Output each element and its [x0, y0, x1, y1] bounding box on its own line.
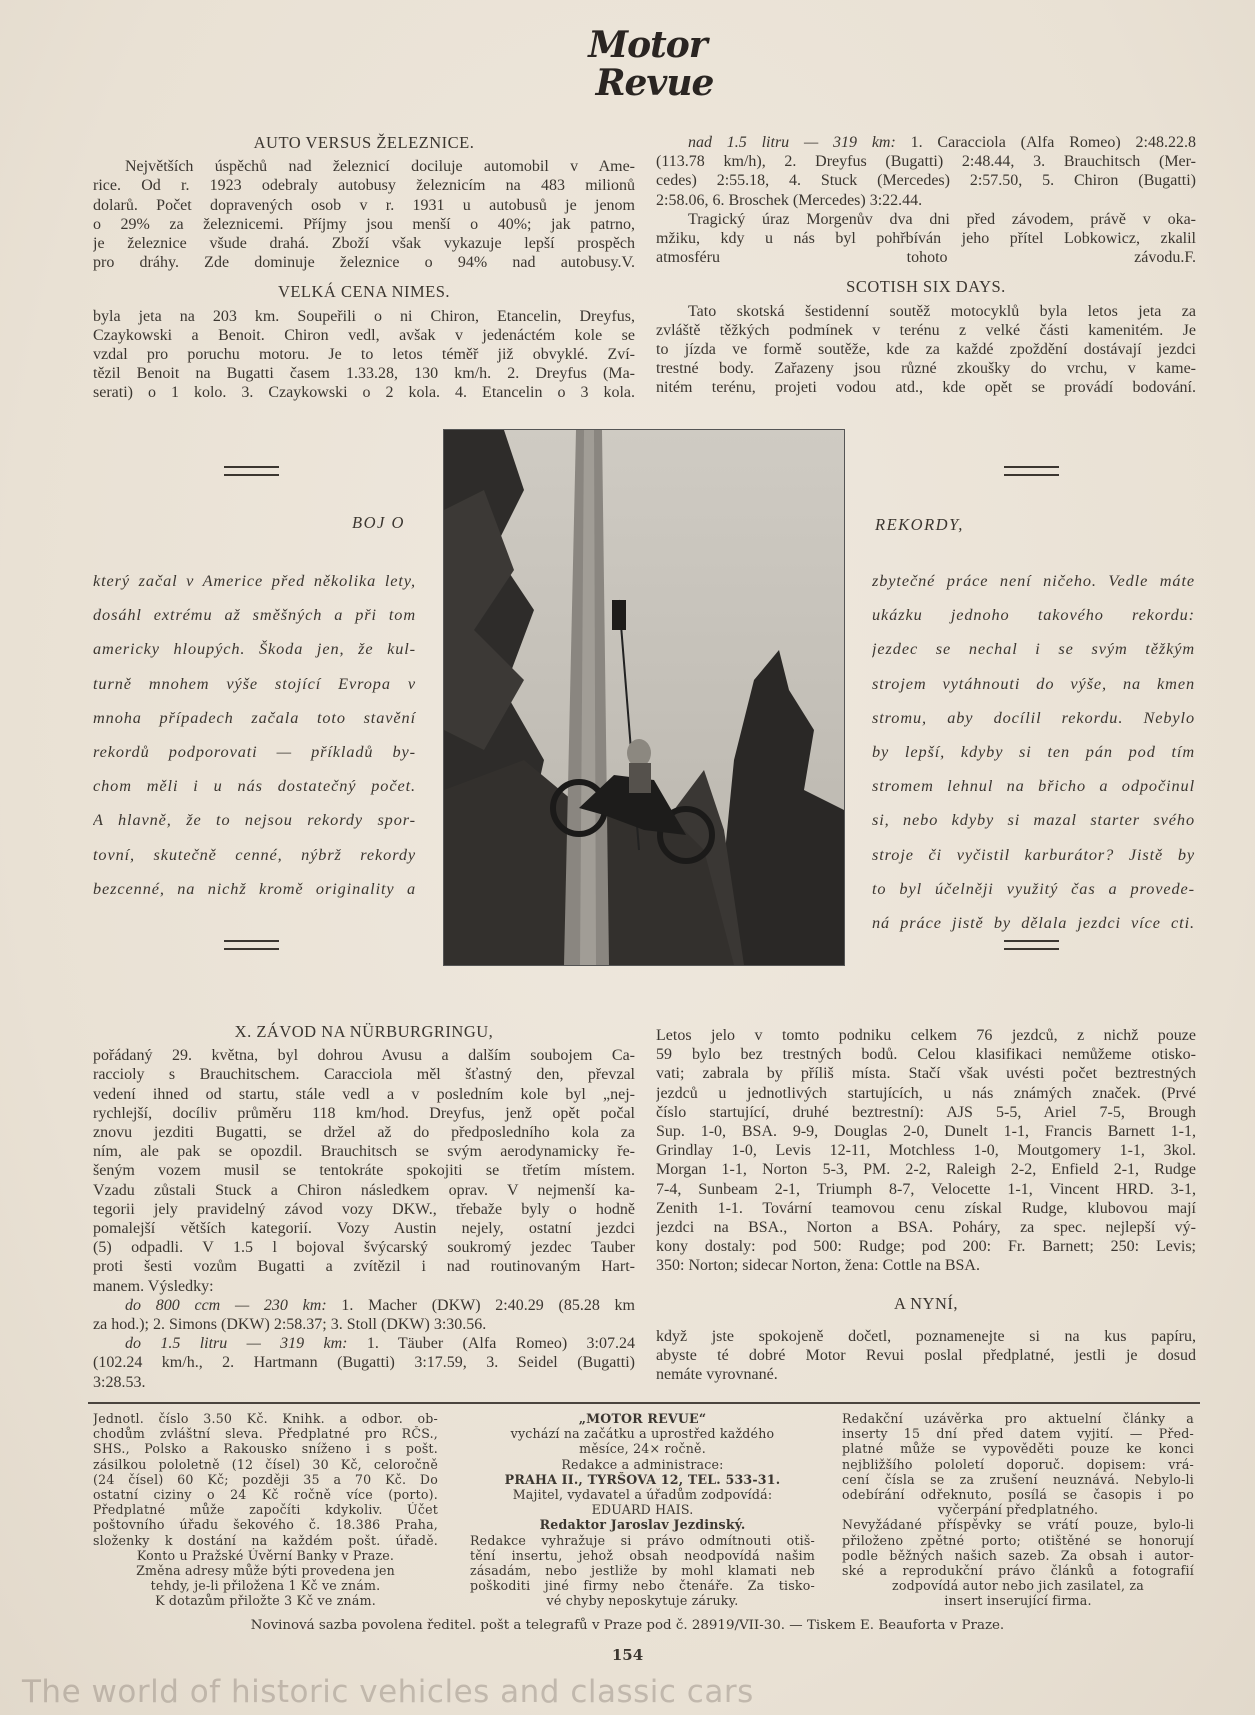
text-line: proti šesti vozům Bugatti a zvítězil i nad routinovaným Hart-	[93, 1258, 635, 1276]
section-heading: VELKÁ CENA NIMES.	[277, 282, 451, 302]
text-line: to jízda ve formě soutěže, kde za každé zpoždění dostávají jezdci	[656, 341, 1196, 359]
article-column-bottom-right	[656, 1026, 1196, 1384]
article-column-top-left	[93, 133, 635, 403]
footer-line: vé chyby neposkytuje záruky.	[546, 1593, 739, 1609]
text-line: raccioly s Brauchitschem. Caracciola měl šťastný den, převzal	[93, 1066, 635, 1084]
feature-heading-right: REKORDY,	[875, 515, 964, 534]
footer-line: přiloženo zpětné porto; otištěné se honorují	[842, 1532, 1194, 1548]
text-line: 59 bylo bez trestných bodů. Celou klasifikaci nemůžeme otisko-	[656, 1046, 1196, 1064]
footer-line: tění insertu, jehož obsah neodpovídá našim	[470, 1547, 815, 1563]
text-line: Czaykowski a Benoit. Chiron vedl, avšak v jedenáctém kole se	[93, 326, 635, 344]
section-heading: X. ZÁVOD NA NÜRBURGRINGU,	[234, 1022, 494, 1041]
text-line: jezdci na BSA., Norton a BSA. Poháry, za spec. nejlepší vý-	[656, 1219, 1196, 1237]
footer-divider	[88, 1402, 1200, 1404]
footer-line: Konto u Pražské Úvěrní Banky v Praze.	[136, 1547, 395, 1563]
text-line	[656, 133, 1196, 152]
text-line: Tato skotská šestidenní soutěž motocyklů byla letos jeta za	[688, 302, 1196, 320]
footer-line: insert inserující firma.	[944, 1593, 1092, 1609]
footer-line: měsíce, 24× ročně.	[579, 1441, 706, 1457]
text-line: serati) o 1 kolo. 3. Czaykowski o 2 kola. 4. Etancelin o 3 kola.	[93, 384, 635, 402]
footer-line: cení čísla se za zrušení neuznává. Nebylo-li	[842, 1471, 1194, 1487]
section-heading: AUTO VERSUS ŽELEZNICE.	[253, 133, 475, 152]
text-line: Morgan 1-1, Norton 5-3, PM. 2-2, Raleigh 2-2, Enfield 2-1, Rudge	[656, 1161, 1196, 1179]
footer-line: poštovního úřadu šekového č. 18.386 Praha,	[93, 1517, 438, 1533]
footer-line: podle běžných našich sazeb. Za obsah i autor-	[842, 1547, 1194, 1563]
text-line: ukázku jednoho takového rekordu:	[872, 605, 1195, 625]
text-line: 350: Norton; sidecar Norton, žena: Cottle na BSA.	[656, 1257, 980, 1275]
footer-line: vyčerpání předplatného.	[937, 1502, 1099, 1518]
line-text: 1. Macher (DKW) 2:40.29 (85.28 km	[326, 1296, 635, 1314]
line-text: atmosféru tohoto závodu.	[656, 249, 1185, 267]
signature: V.	[621, 254, 635, 272]
line-text: 1. Täuber (Alfa Romeo) 3:07.24	[347, 1335, 635, 1353]
text-line: dosáhl extrému až směšných a při tom	[93, 605, 416, 625]
text-line	[93, 253, 635, 272]
logo-line-2: Revue	[595, 62, 714, 104]
text-line: Letos jelo v tomto podniku celkem 76 jezdců, z nichž pouze	[656, 1027, 1196, 1044]
text-line: byla jeta na 203 km. Soupeřili o ni Chiron, Etancelin, Dreyfus,	[93, 307, 635, 325]
text-line: zvláště těžkých podmínek v terénu z velké části kamenitém. Je	[656, 321, 1196, 339]
italic-lead: nad 1.5 litru — 319 km:	[688, 134, 896, 151]
line-text: 1. Caracciola (Alfa Romeo) 2:48.22.8	[895, 134, 1196, 151]
footer-line: zásilkou pololetně (12 čísel) 30 Kč, celoročně	[93, 1456, 438, 1472]
footer-line: Předplatné může započíti kdykoliv. Účet	[93, 1502, 438, 1518]
feature-text-right	[872, 564, 1195, 940]
text-line: dolarů. Počet dopravených osob v r. 1931 u autobusů je jenom	[93, 196, 635, 214]
footer-publisher-info	[470, 1411, 815, 1609]
text-line: 7-4, Sunbeam 2-1, Triumph 8-7, Velocette 1-1, Vincent HRD. 3-1,	[656, 1180, 1196, 1198]
text-line: bezcenné, na nichž kromě originality a	[93, 878, 416, 898]
footer-line: vychází na začátku a uprostřed každého	[510, 1426, 775, 1442]
footer-subscription-info	[93, 1411, 438, 1609]
text-line: Grindlay 1-0, Levis 12-11, Motchless 1-0, Moutgomery 1-1, 3kol.	[656, 1142, 1196, 1160]
double-rule-ornament	[224, 940, 279, 950]
text-line: vati; zabrala by příliš místa. Stačí však uvésti počet beztrestných	[656, 1065, 1196, 1083]
text-line: cedes) 2:55.18, 4. Stuck (Mercedes) 2:57.50, 5. Chiron (Bugatti)	[656, 172, 1196, 190]
italic-lead: do 1.5 litru — 319 km:	[125, 1335, 348, 1353]
article-column-bottom-left	[93, 1022, 635, 1392]
line-text: pro dráhy. Zde dominuje železnice o 94% nad autobusy.	[93, 254, 622, 272]
text-line: jezdců u jednotlivých startujících, u nás známých značek. (Prvé	[656, 1084, 1196, 1102]
footer-line: zásadám, nebo jestliže by mohl klamati neb	[470, 1563, 815, 1579]
text-line: ním, ale pak se opozdil. Brauchitsch se svým aerodynamicky ře-	[93, 1143, 635, 1161]
footer-line: SHS., Polsko a Rakousko sníženo i s pošt.	[93, 1441, 438, 1457]
text-line: tězil Benoit na Bugatti časem 1.33.28, 130 km/h. 2. Dreyfus (Ma-	[93, 365, 635, 383]
text-line: šeným vozem musil se tentokráte spokojiti se třetím místem.	[93, 1162, 635, 1180]
text-line: vzdal pro poruchu motoru. Je to letos téměř již obvyklé. Zví-	[93, 346, 635, 364]
text-line: A hlavně, že to nejsou rekordy spor-	[93, 810, 416, 830]
footer-line: Změna adresy může býti provedena jen	[136, 1563, 395, 1579]
text-line: manem. Výsledky:	[93, 1277, 214, 1295]
footer-line: (24 čísel) 60 Kč; později 35 a 70 Kč. Do	[93, 1471, 438, 1487]
text-line: chom měli i u nás dostatečný počet.	[93, 776, 416, 796]
photo-image	[444, 430, 844, 965]
footer-line: nejbližšího pololetí doporuč. dopisem: vrá-	[842, 1456, 1194, 1472]
text-line: je železnice všude drahá. Zboží však vykazuje lepší prospěch	[93, 235, 635, 253]
footer-line: odebírání odřeknuto, posílá se časopis i po	[842, 1487, 1194, 1503]
text-line	[93, 1334, 635, 1353]
text-line: číslo startující, druhé beztrestní): AJS 5-5, Ariel 7-5, Brough	[656, 1103, 1196, 1121]
text-line: (5) odpadli. V 1.5 l bojoval švýcarský soukromý jezdec Tauber	[93, 1239, 635, 1257]
footer-line: platné může se vypověděti pouze ke konci	[842, 1441, 1194, 1457]
watermark-text: The world of historic vehicles and classic cars	[22, 1674, 754, 1710]
footer-line: zodpovídá autor nebo jich zasilatel, za	[892, 1578, 1144, 1594]
footer-line: tehdy, je-li přiložena 1 Kč ve znám.	[150, 1578, 381, 1594]
text-line: mžiku, kdy u nás byl pohřbíván jeho přítel Lobkowicz, zkalil	[656, 230, 1196, 248]
text-line: turně mnohem výše stojící Evropa v	[93, 673, 416, 693]
footer-line: ské a reprodukční právo článků a fotografií	[842, 1563, 1194, 1579]
text-line: stroje či vyčistil karburátor? Jistě by	[872, 844, 1195, 864]
text-line: Zenith 1-1. Tovární teamovou cenu získal Rudge, klubovou mají	[656, 1199, 1196, 1217]
footer-line: „MOTOR REVUE“	[578, 1411, 707, 1426]
footer-line: Redakční uzávěrka pro aktuelní články a	[842, 1411, 1194, 1426]
text-line: tovní, skutečně cenné, nýbrž rekordy	[93, 844, 416, 864]
section-heading: A NYNÍ,	[894, 1293, 958, 1313]
text-line: by lepší, kdyby si ten pán pod tím	[872, 742, 1195, 762]
feature-heading-left: BOJ O	[352, 513, 405, 532]
footer-line: inserty 15 dní před datem vyjití. — Před-	[842, 1426, 1194, 1442]
photo-motorcycle-on-tree-trunk	[443, 429, 845, 966]
text-line: tegorii jely pravidelný závod vozy DKW., třebaže byly o hodně	[93, 1200, 635, 1218]
text-line: (102.24 km/h., 2. Hartmann (Bugatti) 3:17.59, 3. Seidel (Bugatti)	[93, 1354, 635, 1372]
text-line: vedení ihned od startu, stále vedl a v posledním kole byl „nej-	[93, 1085, 635, 1103]
text-line: to byl účelněji využitý čas a provede-	[872, 878, 1195, 898]
text-line: pořádaný 29. května, byl dohrou Avusu a dalším soubojem Ca-	[93, 1047, 635, 1065]
footer-line: chodům zvláštní sleva. Předplatné pro RČS.,	[93, 1426, 438, 1442]
footer-line: PRAHA II., TYRŠOVA 12, TEL. 533-31.	[504, 1471, 781, 1487]
feature-text-left	[93, 564, 416, 906]
text-line: když jste spokojeně dočetl, poznamenejte si na kus papíru,	[656, 1327, 1196, 1345]
text-line: 2:58.06, 6. Broschek (Mercedes) 3:22.44.	[656, 191, 923, 209]
text-line: rice. Od r. 1923 odebraly autobusy železnicím na 483 milionů	[93, 177, 635, 195]
footer-line: Redakce a administrace:	[561, 1456, 724, 1472]
text-line: trestné body. Zařazeny jsou různé zkoušky do vrchu, v kame-	[656, 360, 1196, 378]
text-line: si, nebo kdyby si mazal starter svého	[872, 810, 1195, 830]
footer-line: Redakce vyhražuje si právo odmítnouti otiš-	[470, 1532, 815, 1548]
text-line: stromem lehnul na břicho a odpočinul	[872, 776, 1195, 796]
text-line: Sup. 1-0, BSA. 9-9, Douglas 2-0, Dunelt 1-1, Francis Barnett 1-1,	[656, 1123, 1196, 1141]
text-line: jezdec se nechal i se svým těžkým	[872, 639, 1195, 659]
footer-line: Nevyžádané příspěvky se vrátí pouze, bylo-li	[842, 1517, 1194, 1533]
page-number: 154	[611, 1646, 644, 1664]
text-line: znovu jezditi Bugatti, se držel až do předposledního kola za	[93, 1124, 635, 1142]
text-line: rekordů podporovati — příkladů by-	[93, 742, 416, 762]
footer-line: Majitel, vydavatel a úřadům zodpovídá:	[512, 1487, 773, 1503]
motor-revue-logo	[575, 26, 720, 112]
text-line: za hod.); 2. Simons (DKW) 2:58.37; 3. Stoll (DKW) 3:30.56.	[93, 1316, 487, 1334]
text-line: zbytečné práce není ničeho. Vedle máte	[872, 571, 1195, 590]
text-line: (113.78 km/h), 2. Dreyfus (Bugatti) 2:48.44, 3. Brauchitsch (Mer-	[656, 153, 1196, 171]
text-line: pomalejší větších kategorií. Vozy Austin nejely, ostatní jezdci	[93, 1220, 635, 1238]
double-rule-ornament	[224, 466, 279, 476]
text-line: který začal v Americe před několika lety,	[93, 571, 416, 590]
section-heading: SCOTISH SIX DAYS.	[846, 277, 1006, 297]
text-line: o 29% za železnicemi. Příjmy jsou menší o 40%; jak patrno,	[93, 215, 635, 233]
signature: F.	[1184, 249, 1196, 267]
footer-line: ostatní ciziny o 24 Kč ročně více (porto).	[93, 1487, 438, 1503]
footer-line: K dotazům přiložte 3 Kč ve znám.	[155, 1593, 376, 1609]
footer-line: složenky k dostání na každém pošt. úřadě.	[93, 1532, 438, 1548]
text-line: kony dostaly: pod 500: Rudge; pod 200: Fr. Barnett; 250: Levis;	[656, 1238, 1196, 1256]
text-line: strojem vytáhnouti do výše, na kmen	[872, 673, 1195, 693]
text-line: nitém terénu, projeti vodou atd., kde opět se provádí bodování.	[656, 379, 1196, 397]
article-column-top-right	[656, 133, 1196, 398]
footer-line: poškoditi jiné firmy nebo čtenáře. Za tisko-	[470, 1578, 815, 1594]
logo-line-1: Motor	[588, 24, 707, 66]
text-line: rychlejší, docíliv průměru 118 km/hod. Dreyfus, jenž opět počal	[93, 1104, 635, 1122]
text-line: americky hloupých. Škoda jen, že kul-	[93, 639, 416, 659]
footer-editorial-info	[842, 1411, 1194, 1609]
imprint-line: Novinová sazba povolena ředitel. pošt a telegrafů v Praze pod č. 28919/VII-30. — Tiskem E. Beauforta v Praze.	[250, 1618, 1005, 1633]
text-line: 3:28.53.	[93, 1373, 146, 1391]
text-line: Největších úspěchů nad železnicí dociluje automobil v Ame-	[125, 158, 635, 176]
footer-line: Redaktor Jaroslav Jezdinský.	[539, 1517, 746, 1533]
text-line: stromu, aby docílil rekordu. Nebylo	[872, 707, 1195, 727]
double-rule-ornament	[1004, 940, 1059, 950]
text-line: mnoha případech začala toto stavění	[93, 707, 416, 727]
italic-lead: do 800 ccm — 230 km:	[125, 1296, 327, 1314]
text-line: nemáte vyrovnané.	[656, 1366, 778, 1384]
footer-line: Jednotl. číslo 3.50 Kč. Knihk. a odbor. ob-	[93, 1411, 438, 1426]
footer-line: EDUARD HAIS.	[591, 1502, 694, 1518]
text-line: Vzadu zůstali Stuck a Chiron následkem oprav. V nejmenší ka-	[93, 1181, 635, 1199]
text-line: ná práce jistě by dělala jezdci více cti.	[872, 913, 1195, 933]
text-line: Tragický úraz Morgenův dva dni před závodem, právě v oka-	[688, 210, 1196, 228]
double-rule-ornament	[1004, 466, 1059, 476]
text-line: abyste té dobré Motor Revui poslal předplatné, jestli je dosud	[656, 1347, 1196, 1365]
text-line	[656, 248, 1196, 267]
text-line	[93, 1296, 635, 1315]
